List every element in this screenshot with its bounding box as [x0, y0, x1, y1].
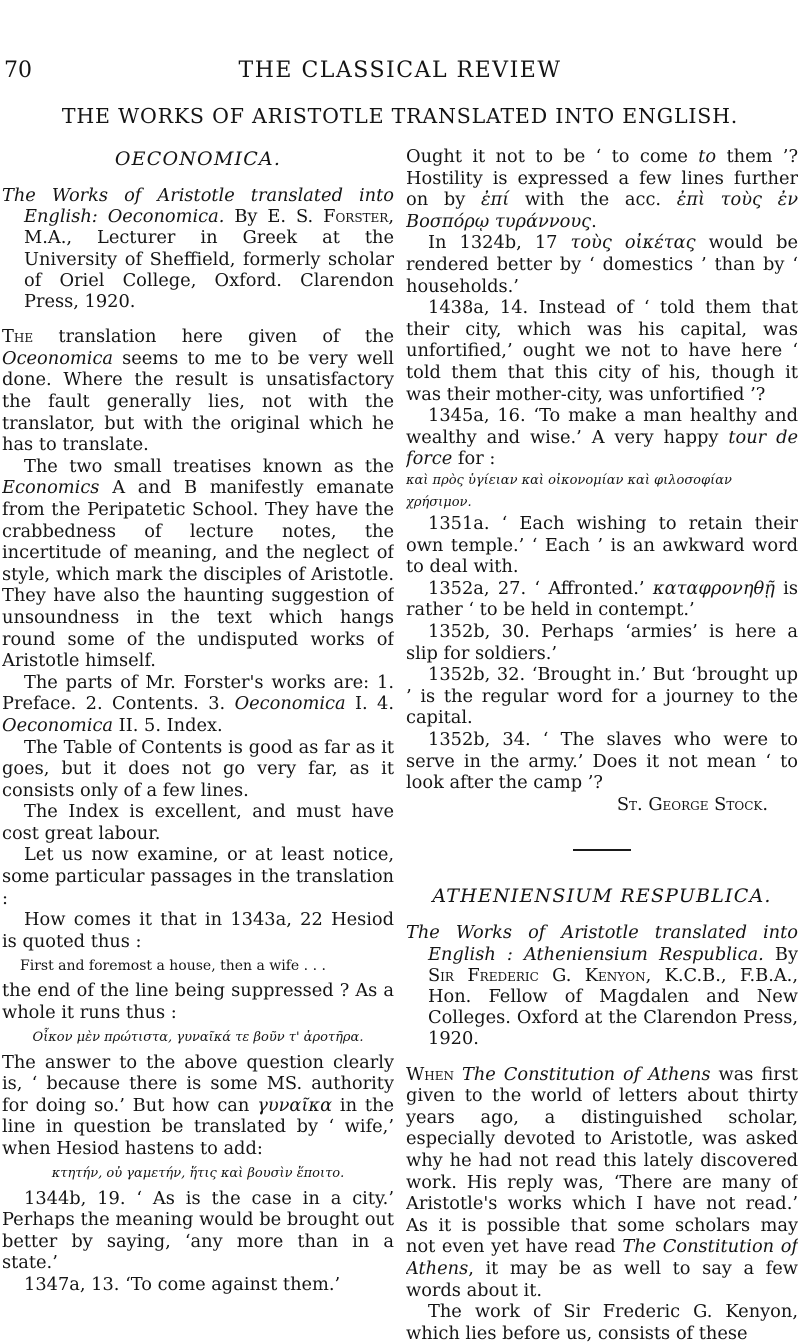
block-quote: First and foremost a house, then a wife . . . [20, 958, 326, 975]
greek-word: ἐπί [480, 189, 510, 211]
paragraph-text: 1345a, 16. ‘To make a man healthy and wealthy and wise.’ A very happy [406, 405, 798, 448]
paragraph-text: . [591, 210, 597, 232]
paragraph-text: translation here given of the [33, 326, 394, 348]
paragraph-text: II. 5. Index. [113, 714, 223, 736]
biblio-author: Sir Frederic G. Kenyon [428, 964, 646, 986]
greek-word: ἐπὶ τοὺς ἐν Βοσπόρῳ τυράννους [406, 189, 798, 232]
paragraph-italic: to [698, 146, 717, 167]
paragraph: 1344b, 19. ‘ As is the case in a city.’ Perhaps the meaning would be brought out better by saying, ‘any more than in a state.’ [2, 1187, 394, 1274]
paragraph [2, 326, 394, 456]
paragraph-italic: The Constitution of Athens [406, 1236, 798, 1279]
right-column [406, 146, 798, 1344]
paragraph-italic: tour de force [406, 426, 798, 470]
paragraph [2, 1052, 394, 1160]
left-column [2, 146, 394, 1344]
paragraph-text [454, 1064, 462, 1085]
paragraph-text: Ought it not to be ‘ to come [406, 146, 699, 167]
article-title: THE WORKS OF ARISTOTLE TRANSLATED INTO ENGLISH. [61, 104, 739, 128]
paragraph [406, 232, 798, 297]
paragraph-text: seems to me to be very well done. Where the result is unsatisfactory the fault generally lies, not with the translator, but with the original which he has to translate. [2, 347, 394, 456]
paragraph: The work of Sir Frederic G. Kenyon, which lies before us, consists of these [406, 1301, 798, 1344]
paragraph [2, 456, 394, 672]
paragraph [406, 1064, 798, 1302]
paragraph: 1347a, 13. ‘To come against them.’ [24, 1273, 341, 1295]
paragraph-italic: The Constitution of Athens [461, 1063, 711, 1085]
greek-word: γυναῖκα [257, 1094, 333, 1116]
paragraph: The Index is excellent, and must have cost great labour. [2, 801, 394, 844]
page-number: 70 [4, 58, 32, 83]
paragraph-text: The parts of Mr. Forster's works are: 1. Preface. 2. Contents. 3. [2, 671, 394, 715]
paragraph-text: 1352a, 27. ‘ Affronted.’ [428, 577, 653, 599]
paragraph-text: for : [452, 448, 496, 470]
paragraph: 1352b, 32. ‘Brought in.’ But ‘brought up ’ is the regular word for a journey to the capital. [406, 664, 798, 729]
paragraph [406, 405, 798, 470]
paragraph-italic: Economics [2, 477, 100, 499]
paragraph: 1351a. ‘ Each wishing to retain their own temple.’ ‘ Each ’ is an awkward word to deal with. [406, 513, 798, 578]
paragraph-text: In 1324b, 17 [428, 232, 571, 254]
paragraph-italic: Oeconomica [234, 693, 346, 715]
paragraph: the end of the line being suppressed ? As a whole it runs thus : [2, 980, 394, 1024]
paragraph: 1438a, 14. Instead of ‘ told them that their city, which was his capital, was unfortified,’ ought we not to have here ‘ told them that this city of his, though it was their mother-city, was unfortified ’? [406, 297, 798, 405]
paragraph [406, 578, 798, 621]
paragraph: How comes it that in 1343a, 22 Hesiod is quoted thus : [2, 909, 394, 952]
greek-quote: Οἶκον μὲν πρώτιστα, γυναῖκά τε βοῦν τ' ἀροτῆρα. [32, 1029, 364, 1045]
paragraph-text: with the acc. [509, 189, 677, 211]
greek-word: καταφρονηθῇ [652, 577, 775, 599]
paragraph-italic: Oeconomica [2, 714, 114, 736]
paragraph-text: I. 4. [345, 693, 394, 715]
oeconomica-heading: OECONOMICA. [114, 148, 282, 170]
athens-bibliography [406, 922, 798, 1049]
greek-quote: κτητήν, οὐ γαμετήν, ἥτις καὶ βουσὶν ἕποιτο. [51, 1165, 345, 1181]
paragraph-text: , it may be as well to say a few words about it. [406, 1257, 798, 1301]
greek-word: τοὺς οἰκέτας [570, 232, 696, 254]
signature: St. George Stock. [616, 793, 768, 815]
paragraph [406, 146, 798, 232]
paragraph-text: them ’? Hostility is expressed a few lines further on by [406, 146, 798, 211]
paragraph: The Table of Contents is good as far as it goes, but it does not go very far, as it consists only of a few lines. [2, 736, 394, 801]
paragraph-text: in the line in question be translated by ‘ wife,’ when Hesiod hastens to add: [2, 1094, 394, 1159]
biblio-by: By [763, 943, 798, 965]
running-head [0, 58, 800, 88]
biblio-title: The Works of Aristotle translated into English : Atheniensium Respublica. [406, 922, 798, 965]
paragraph-italic: Oceonomica [2, 347, 114, 369]
athens-heading: ATHENIENSIUM RESPUBLICA. [432, 885, 772, 908]
greek-quote: καὶ πρὸς ὑγίειαν καὶ οἰκονομίαν καὶ φιλοσοφίαν χρήσιμον. [406, 472, 732, 510]
biblio-author: Forster [323, 206, 389, 228]
paragraph: 1352b, 34. ‘ The slaves who were to serve in the army.’ Does it not mean ‘ to look after the camp ’? [406, 729, 798, 794]
paragraph-text: The answer to the above question clearly is, ‘ because there is some MS. authority for doing so.’ But how can [2, 1051, 394, 1116]
paragraph-text: was first given to the world of letters about thirty years ago, a distinguished scholar, especially devoted to Aristotle, was asked why he had not read this lately discovered work. His reply was, ‘There are many of Aristotle's works which I have not read.’ As it is possible that some scholars may not even yet have read [406, 1063, 798, 1258]
section-divider [573, 849, 631, 851]
journal-title: THE CLASSICAL REVIEW [238, 58, 562, 83]
biblio-title: The Works of Aristotle translated into English: Oeconomica. [2, 185, 394, 228]
paragraph-text: is rather ‘ to be held in contempt.’ [406, 577, 798, 621]
paragraph-text: The two small treatises known as the [24, 455, 394, 477]
paragraph-initial: The [2, 326, 34, 348]
paragraph: 1352b, 30. Perhaps ‘armies’ is here a slip for soldiers.’ [406, 621, 798, 664]
biblio-details: , M.A., Lecturer in Greek at the University of Sheffield, formerly scholar of Oriel College, Oxford. Clarendon Press, 1920. [24, 206, 394, 313]
paragraph-text: A and B manifestly emanate from the Peripatetic School. They have the crabbedness of lecture notes, the incertitude of meaning, and the neglect of style, which mark the disciples of Aristotle. They have also the haunting suggestion of unsoundness in the text which hangs round some of the undisputed works of Aristotle himself. [2, 477, 394, 672]
paragraph: Let us now examine, or at least notice, some particular passages in the translation : [2, 844, 394, 909]
paragraph-initial: When [406, 1063, 455, 1085]
oeconomica-bibliography [2, 185, 394, 312]
paragraph [2, 672, 394, 737]
paragraph-text: would be rendered better by ‘ domestics ’ than by ‘ households.’ [406, 232, 798, 297]
biblio-by: By E. S. [224, 206, 324, 228]
biblio-details: , K.C.B., F.B.A., Hon. Fellow of Magdalen and New Colleges. Oxford at the Clarendon Press, 1920. [428, 964, 798, 1050]
